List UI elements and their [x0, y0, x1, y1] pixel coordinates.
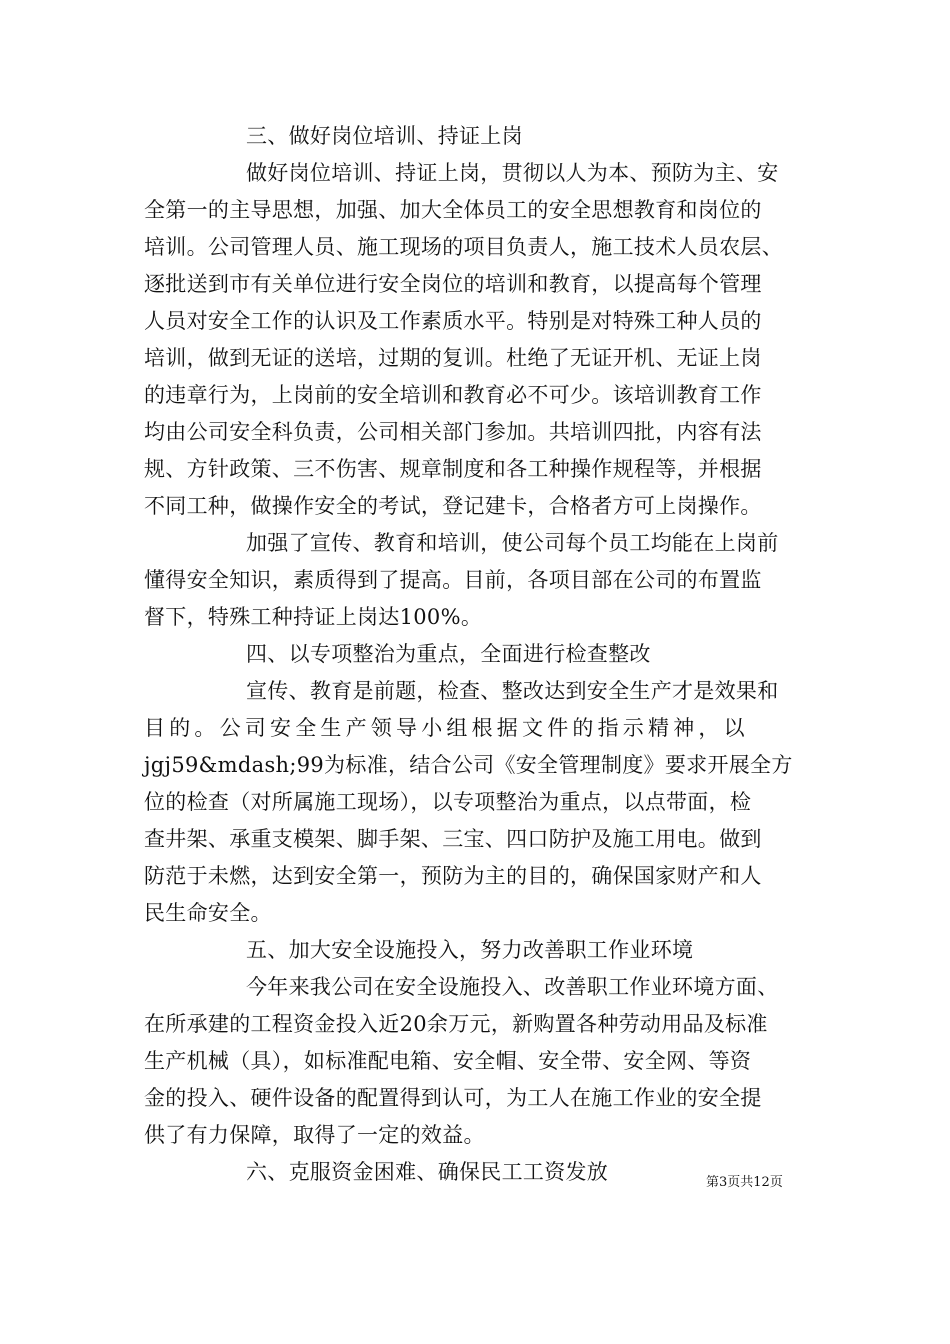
section-heading-4: 四、以专项整治为重点，全面进行检查整改 — [246, 642, 651, 666]
paragraph-line: 督下，特殊工种持证上岗达100%。 — [144, 605, 483, 629]
paragraph-line: 做好岗位培训、持证上岗，贯彻以人为本、预防为主、安 — [246, 161, 779, 185]
document-body — [144, 118, 809, 1191]
section-heading-3: 三、做好岗位培训、持证上岗 — [246, 124, 523, 148]
paragraph-line: 人员对安全工作的认识及工作素质水平。特别是对特殊工种人员的 — [144, 309, 762, 333]
paragraph-line: 查井架、承重支模架、脚手架、三宝、四口防护及施工用电。做到 — [144, 827, 762, 851]
paragraph-line: 防范于未燃，达到安全第一，预防为主的目的，确保国家财产和人 — [144, 864, 762, 888]
section-heading-6: 六、克服资金困难、确保民工工资发放 — [246, 1160, 609, 1184]
paragraph-line: 规、方针政策、三不伤害、规章制度和各工种操作规程等，并根据 — [144, 457, 762, 481]
paragraph-line: 生产机械（具），如标准配电箱、安全帽、安全带、安全网、等资 — [144, 1049, 752, 1073]
paragraph-line: 逐批送到市有关单位进行安全岗位的培训和教育，以提高每个管理 — [144, 272, 762, 296]
paragraph-line: jgj59&mdash;99为标准，结合公司《安全管理制度》要求开展全方 — [144, 753, 793, 777]
paragraph-line: 供了有力保障，取得了一定的效益。 — [144, 1123, 485, 1147]
paragraph-line: 的违章行为，上岗前的安全培训和教育必不可少。该培训教育工作 — [144, 383, 762, 407]
paragraph-line: 懂得安全知识，素质得到了提高。目前，各项目部在公司的布置监 — [144, 568, 762, 592]
paragraph-line: 培训，做到无证的送培，过期的复训。杜绝了无证开机、无证上岗 — [144, 346, 762, 370]
paragraph-line: 目的。公司安全生产领导小组根据文件的指示精神，以 — [144, 716, 749, 740]
paragraph-line: 民生命安全。 — [144, 901, 272, 925]
paragraph-line: 不同工种，做操作安全的考试，登记建卡，合格者方可上岗操作。 — [144, 494, 762, 518]
paragraph-line: 位的检查（对所属施工现场），以专项整治为重点，以点带面，检 — [144, 790, 752, 814]
paragraph-line: 加强了宣传、教育和培训，使公司每个员工均能在上岗前 — [246, 531, 779, 555]
paragraph-line: 培训。公司管理人员、施工现场的项目负责人，施工技术人员农层、 — [144, 235, 783, 259]
paragraph-line: 在所承建的工程资金投入近20余万元，新购置各种劳动用品及标准 — [144, 1012, 768, 1036]
paragraph-line: 宣传、教育是前题，检查、整改达到安全生产才是效果和 — [246, 679, 779, 703]
paragraph-line: 金的投入、硬件设备的配置得到认可，为工人在施工作业的安全提 — [144, 1086, 762, 1110]
page-number: 第3页共12页 — [706, 1175, 783, 1190]
paragraph-line: 全第一的主导思想，加强、加大全体员工的安全思想教育和岗位的 — [144, 198, 762, 222]
paragraph-line: 今年来我公司在安全设施投入、改善职工作业环境方面、 — [246, 975, 779, 999]
section-heading-5: 五、加大安全设施投入，努力改善职工作业环境 — [246, 938, 694, 962]
paragraph-line: 均由公司安全科负责，公司相关部门参加。共培训四批，内容有法 — [144, 420, 762, 444]
